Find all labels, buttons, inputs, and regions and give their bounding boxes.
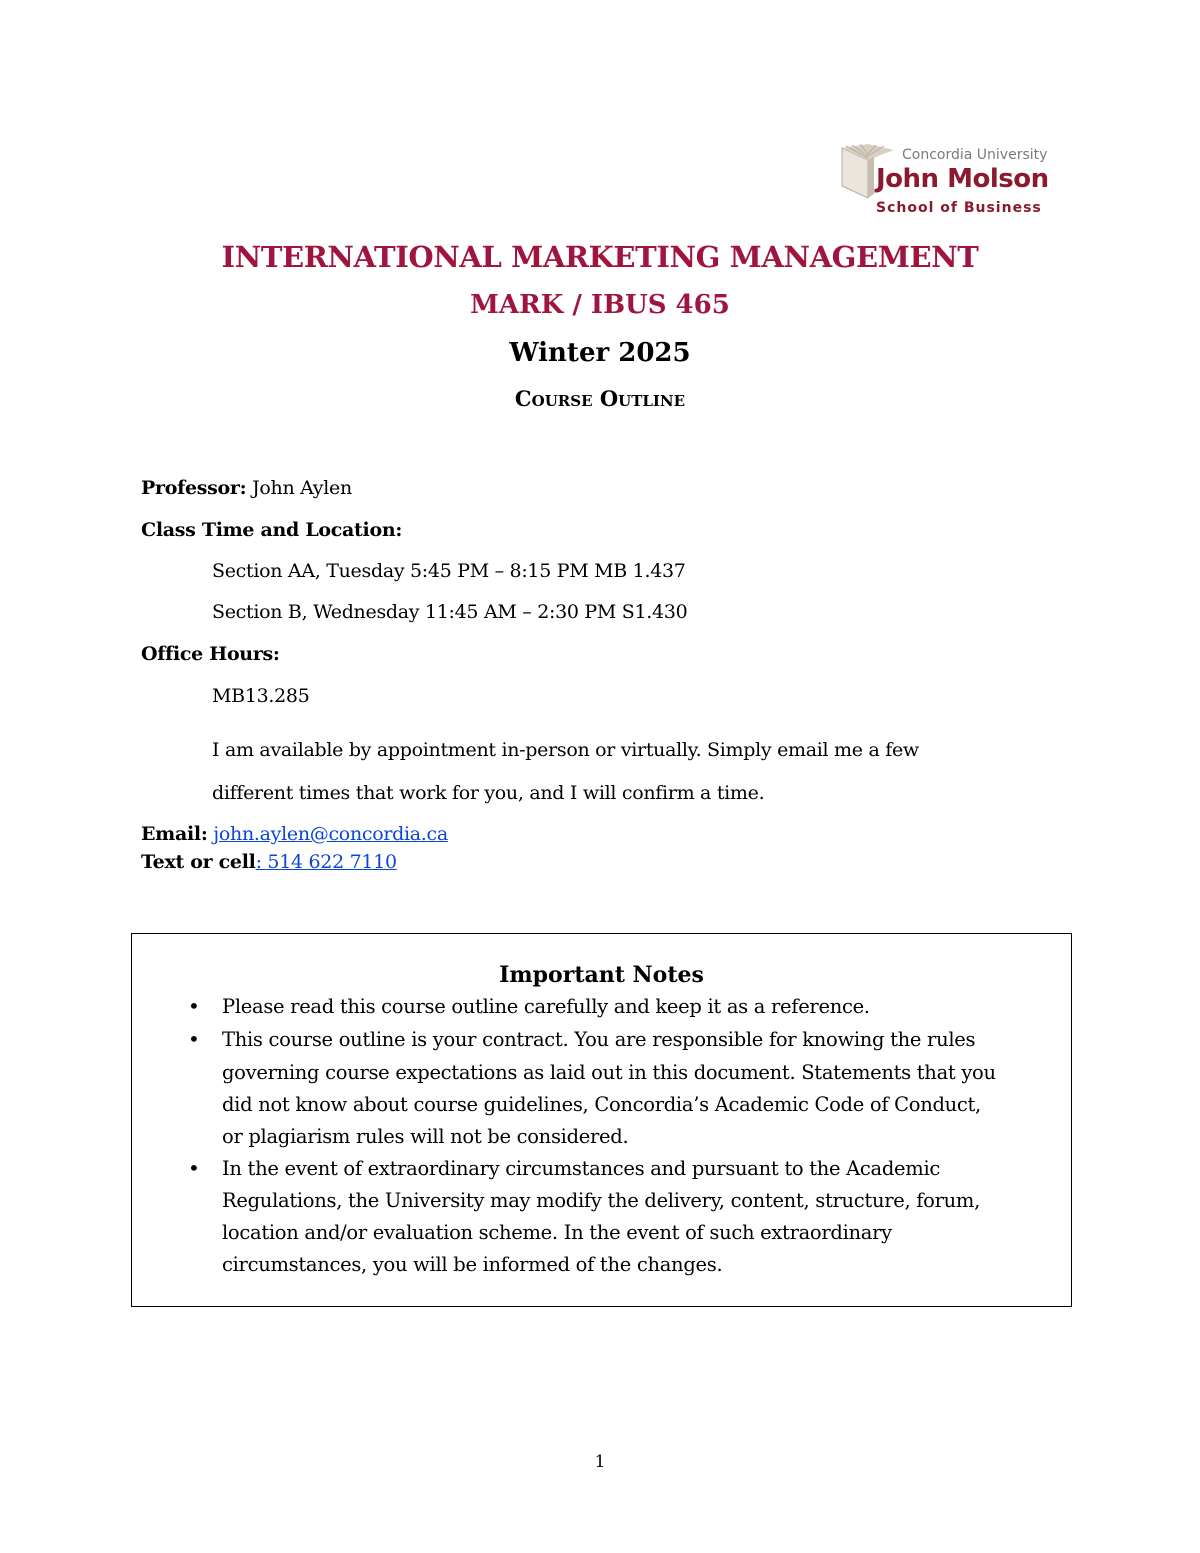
availability-line-1: I am available by appointment in-person or virtually. Simply email me a few [212, 739, 919, 761]
course-code: MARK / IBUS 465 [470, 290, 730, 320]
note-2-line-3: did not know about course guidelines, Concordia’s Academic Code of Conduct, [222, 1093, 981, 1116]
availability-line-2: different times that work for you, and I will confirm a time. [212, 782, 765, 804]
document-type-heading: Course Outline [514, 386, 686, 411]
phone-label: Text or cell [141, 851, 256, 873]
phone-link[interactable]: : 514 622 7110 [255, 851, 397, 873]
logo-university-text: Concordia University [902, 147, 1048, 163]
bullet-icon: • [188, 994, 200, 1018]
class-time-label: Class Time and Location: [141, 519, 403, 541]
logo-school-name: John Molson [876, 164, 1049, 194]
note-2-line-2: governing course expectations as laid out in this document. Statements that you [222, 1061, 996, 1084]
note-3-line-2: Regulations, the University may modify the delivery, content, structure, forum, [222, 1189, 980, 1212]
section-aa-line: Section AA, Tuesday 5:45 PM – 8:15 PM MB 1.437 [212, 560, 686, 582]
course-term: Winter 2025 [509, 338, 691, 368]
office-room: MB13.285 [212, 685, 310, 707]
note-2-line-1: This course outline is your contract. You are responsible for knowing the rules [222, 1028, 976, 1051]
professor-name: John Aylen [246, 477, 352, 499]
note-2-line-4: or plagiarism rules will not be considered. [222, 1125, 629, 1148]
professor-label: Professor: [141, 477, 247, 499]
bullet-icon: • [188, 1156, 200, 1180]
bullet-icon: • [188, 1027, 200, 1051]
note-3-line-4: circumstances, you will be informed of the changes. [222, 1253, 723, 1276]
note-1-line-1: Please read this course outline carefully and keep it as a reference. [222, 995, 870, 1018]
email-link[interactable]: john.aylen@concordia.ca [213, 823, 448, 845]
email-line [141, 823, 448, 845]
course-title: INTERNATIONAL MARKETING MANAGEMENT [221, 240, 979, 274]
note-3-line-1: In the event of extraordinary circumstances and pursuant to the Academic [222, 1157, 941, 1180]
professor-line [141, 477, 352, 499]
section-b-line: Section B, Wednesday 11:45 AM – 2:30 PM S1.430 [212, 601, 688, 623]
note-3-line-3: location and/or evaluation scheme. In the event of such extraordinary [222, 1221, 892, 1244]
university-logo [840, 144, 1065, 224]
notes-title: Important Notes [499, 962, 704, 988]
logo-school-subtitle: School of Business [876, 200, 1042, 216]
important-notes-box [131, 933, 1072, 1307]
page-number: 1 [594, 1452, 606, 1472]
email-label: Email: [141, 823, 208, 845]
phone-line [141, 851, 397, 873]
office-hours-label: Office Hours: [141, 643, 280, 665]
